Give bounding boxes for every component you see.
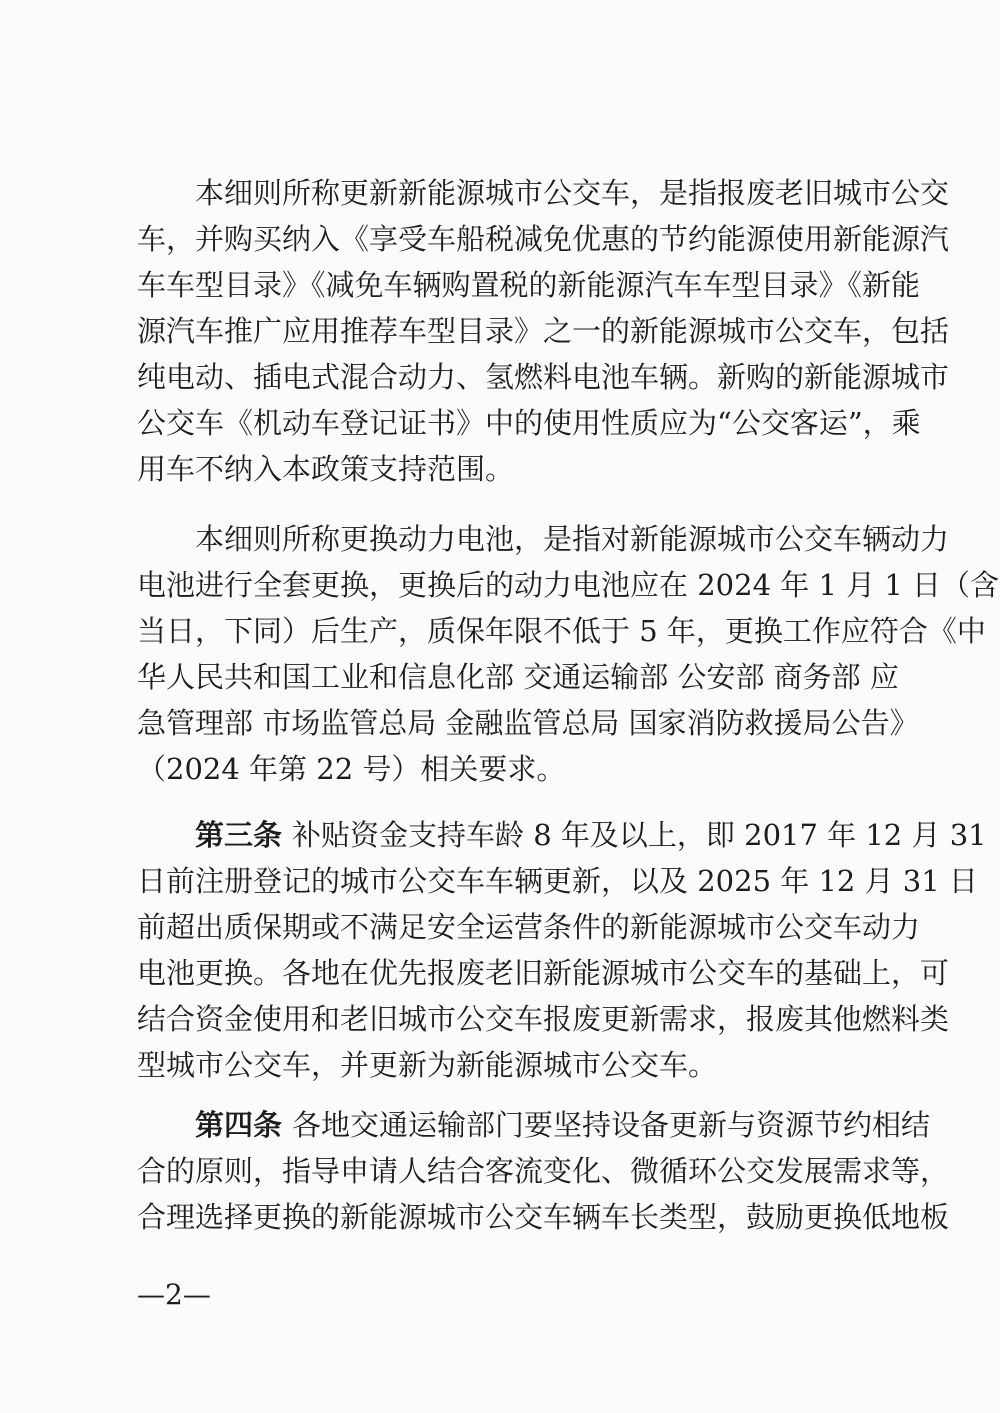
article-3-line-2: 日前注册登记的城市公交车车辆更新，以及 2025 年 12 月 31 日 [137, 864, 978, 898]
article-4-line-1 [195, 1105, 931, 1145]
article-3-line-4: 电池更换。各地在优先报废老旧新能源城市公交车的基础上，可 [137, 956, 950, 990]
article-3-line-1 [195, 815, 987, 855]
article-3-line-6: 型城市公交车，并更新为新能源城市公交车。 [137, 1048, 718, 1082]
article-4-heading: 第四条 [195, 1108, 283, 1142]
paragraph-2-line-2: 电池进行全套更换，更换后的动力电池应在 2024 年 1 月 1 日（含 [137, 568, 1000, 602]
paragraph-1-line-5: 纯电动、插电式混合动力、氢燃料电池车辆。新购的新能源城市 [137, 360, 950, 394]
paragraph-2-line-3: 当日，下同）后生产，质保年限不低于 5 年，更换工作应符合《中 [137, 614, 986, 648]
article-4-line-2: 合的原则，指导申请人结合客流变化、微循环公交发展需求等， [137, 1154, 950, 1188]
paragraph-1-line-3: 车车型目录》《减免车辆购置税的新能源汽车车型目录》《新能 [137, 268, 921, 302]
article-4-text: 各地交通运输部门要坚持设备更新与资源节约相结 [292, 1108, 931, 1142]
article-3-line-3: 前超出质保期或不满足安全运营条件的新能源城市公交车动力 [137, 910, 921, 944]
paragraph-1-line-6: 公交车《机动车登记证书》中的使用性质应为“公交客运”，乘 [137, 406, 921, 440]
article-3-line-5: 结合资金使用和老旧城市公交车报废更新需求，报废其他燃料类 [137, 1002, 950, 1036]
paragraph-1-line-7: 用车不纳入本政策支持范围。 [137, 452, 515, 486]
paragraph-1-line-1: 本细则所称更新新能源城市公交车，是指报废老旧城市公交 [195, 176, 950, 210]
paragraph-1-line-2: 车，并购买纳入《享受车船税减免优惠的节约能源使用新能源汽 [137, 222, 950, 256]
paragraph-2-line-4: 华人民共和国工业和信息化部 交通运输部 公安部 商务部 应 [137, 660, 899, 694]
article-4-line-3: 合理选择更换的新能源城市公交车辆车长类型，鼓励更换低地板 [137, 1200, 950, 1234]
article-3-heading: 第三条 [195, 818, 283, 852]
paragraph-2-line-6: （2024 年第 22 号）相关要求。 [137, 752, 566, 786]
paragraph-1-line-4: 源汽车推广应用推荐车型目录》之一的新能源城市公交车，包括 [137, 314, 950, 348]
page-number: —2— [137, 1278, 211, 1311]
paragraph-2-line-1: 本细则所称更换动力电池，是指对新能源城市公交车辆动力 [195, 522, 950, 556]
article-3-text: 补贴资金支持车龄 8 年及以上，即 2017 年 12 月 31 [292, 818, 987, 852]
paragraph-2-line-5: 急管理部 市场监管总局 金融监管总局 国家消防救援局公告》 [137, 706, 919, 740]
